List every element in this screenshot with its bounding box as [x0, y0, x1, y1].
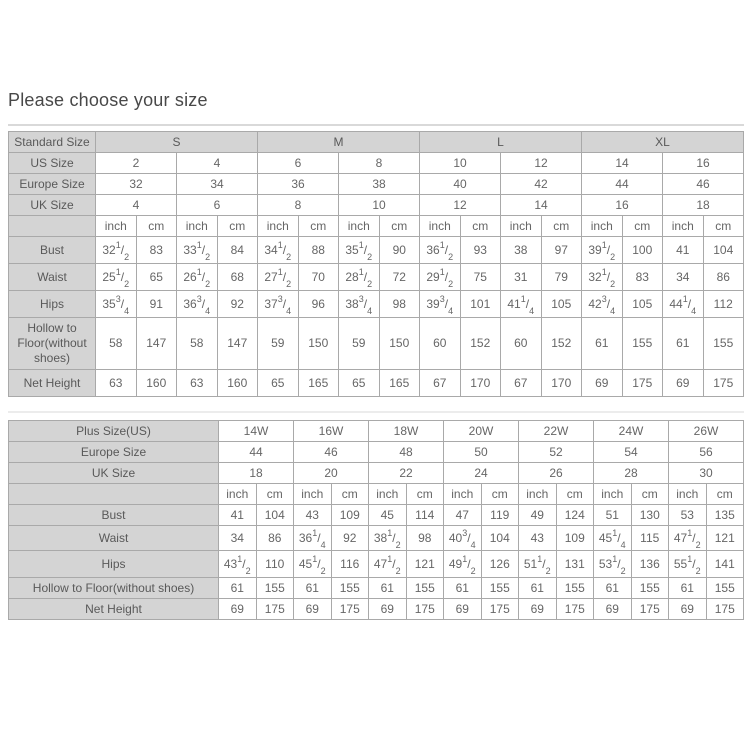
page-title: Please choose your size: [8, 90, 208, 110]
unit-header-cell: cm: [217, 216, 258, 237]
measure-value-cell: 69: [369, 599, 407, 620]
measure-value-cell: 69: [444, 599, 482, 620]
measure-value-cell: 175: [331, 599, 369, 620]
measure-value-cell: 58: [96, 318, 137, 370]
measure-value-cell: 109: [556, 526, 594, 551]
row-label-cell: Hips: [9, 291, 96, 318]
measure-value-cell: 65: [258, 370, 299, 397]
measure-value-cell: 65: [339, 370, 380, 397]
size-value-cell: 48: [369, 442, 444, 463]
unit-header-cell: inch: [369, 484, 407, 505]
measure-value-cell: $36^3/_4$: [177, 291, 218, 318]
measure-value-cell: $32^1/_2$: [96, 237, 137, 264]
measure-value-cell: 114: [406, 505, 444, 526]
measure-value-cell: 155: [556, 578, 594, 599]
row-label-cell: US Size: [9, 153, 96, 174]
unit-header-cell: cm: [298, 216, 339, 237]
row-label-cell: UK Size: [9, 195, 96, 216]
measure-value-cell: 104: [703, 237, 744, 264]
measure-value-cell: 38: [501, 237, 542, 264]
measure-value-cell: 175: [631, 599, 669, 620]
measure-value-cell: 72: [379, 264, 420, 291]
measure-value-cell: 31: [501, 264, 542, 291]
row-label-cell: [9, 216, 96, 237]
measure-value-cell: 84: [217, 237, 258, 264]
table-separator: [8, 411, 744, 413]
measure-value-cell: $36^1/_4$: [294, 526, 332, 551]
measure-value-cell: $47^1/_2$: [369, 551, 407, 578]
row-label-cell: Hollow to Floor(without shoes): [9, 578, 219, 599]
size-value-cell: 40: [420, 174, 501, 195]
row-label-cell: Bust: [9, 505, 219, 526]
measure-value-cell: 147: [136, 318, 177, 370]
row-label-cell: Net Height: [9, 370, 96, 397]
measure-value-cell: 61: [444, 578, 482, 599]
measure-value-cell: $28^1/_2$: [339, 264, 380, 291]
measure-value-cell: 165: [298, 370, 339, 397]
size-value-cell: 34: [177, 174, 258, 195]
unit-header-cell: cm: [136, 216, 177, 237]
size-value-cell: 6: [258, 153, 339, 174]
measure-value-cell: $43^1/_2$: [219, 551, 257, 578]
measure-value-cell: 65: [136, 264, 177, 291]
measure-value-cell: 121: [406, 551, 444, 578]
size-value-cell: 26: [519, 463, 594, 484]
group-header-cell: 14W: [219, 421, 294, 442]
measure-value-cell: 121: [706, 526, 744, 551]
unit-header-cell: inch: [258, 216, 299, 237]
unit-header-cell: cm: [481, 484, 519, 505]
measure-value-cell: 41: [219, 505, 257, 526]
measure-value-cell: $26^1/_2$: [177, 264, 218, 291]
table-row: [9, 578, 744, 599]
measure-value-cell: 170: [460, 370, 501, 397]
measure-value-cell: 34: [663, 264, 704, 291]
group-header-cell: L: [420, 132, 582, 153]
measure-value-cell: 152: [541, 318, 582, 370]
table-row: [9, 505, 744, 526]
size-value-cell: 54: [594, 442, 669, 463]
measure-value-cell: $25^1/_2$: [96, 264, 137, 291]
group-header-cell: 18W: [369, 421, 444, 442]
size-value-cell: 2: [96, 153, 177, 174]
unit-header-cell: cm: [631, 484, 669, 505]
measure-value-cell: 175: [622, 370, 663, 397]
group-header-cell: 24W: [594, 421, 669, 442]
measure-value-cell: 155: [256, 578, 294, 599]
table-row: [9, 174, 744, 195]
table-row: [9, 216, 744, 237]
measure-value-cell: 43: [294, 505, 332, 526]
measure-value-cell: 88: [298, 237, 339, 264]
measure-value-cell: 60: [420, 318, 461, 370]
unit-header-cell: cm: [406, 484, 444, 505]
table-row: [9, 291, 744, 318]
unit-header-cell: inch: [420, 216, 461, 237]
measure-value-cell: 67: [420, 370, 461, 397]
measure-value-cell: 61: [519, 578, 557, 599]
measure-value-cell: $41^1/_4$: [501, 291, 542, 318]
row-label-cell: Europe Size: [9, 174, 96, 195]
measure-value-cell: 61: [663, 318, 704, 370]
group-header-cell: M: [258, 132, 420, 153]
measure-value-cell: 68: [217, 264, 258, 291]
measure-value-cell: $33^1/_2$: [177, 237, 218, 264]
unit-header-cell: inch: [96, 216, 137, 237]
measure-value-cell: 69: [519, 599, 557, 620]
measure-value-cell: 109: [331, 505, 369, 526]
unit-header-cell: cm: [541, 216, 582, 237]
table-row: [9, 463, 744, 484]
size-value-cell: 10: [420, 153, 501, 174]
measure-value-cell: 61: [594, 578, 632, 599]
size-value-cell: 36: [258, 174, 339, 195]
measure-value-cell: 49: [519, 505, 557, 526]
measure-value-cell: $42^3/_4$: [582, 291, 623, 318]
size-value-cell: 4: [177, 153, 258, 174]
table-row: [9, 237, 744, 264]
size-value-cell: 22: [369, 463, 444, 484]
measure-value-cell: 105: [541, 291, 582, 318]
row-label-cell: Hips: [9, 551, 219, 578]
measure-value-cell: $44^1/_4$: [663, 291, 704, 318]
size-value-cell: 32: [96, 174, 177, 195]
unit-header-cell: cm: [622, 216, 663, 237]
measure-value-cell: 170: [541, 370, 582, 397]
measure-value-cell: 104: [481, 526, 519, 551]
measure-value-cell: 100: [622, 237, 663, 264]
unit-header-cell: inch: [663, 216, 704, 237]
title-divider: [8, 124, 744, 126]
measure-value-cell: 61: [582, 318, 623, 370]
unit-header-cell: inch: [582, 216, 623, 237]
measure-value-cell: 155: [631, 578, 669, 599]
unit-header-cell: inch: [669, 484, 707, 505]
measure-value-cell: $51^1/_2$: [519, 551, 557, 578]
unit-header-cell: cm: [706, 484, 744, 505]
size-value-cell: 24: [444, 463, 519, 484]
measure-value-cell: 165: [379, 370, 420, 397]
measure-value-cell: 141: [706, 551, 744, 578]
size-value-cell: 18: [219, 463, 294, 484]
measure-value-cell: $35^3/_4$: [96, 291, 137, 318]
measure-value-cell: 34: [219, 526, 257, 551]
measure-value-cell: $38^1/_2$: [369, 526, 407, 551]
unit-header-cell: inch: [219, 484, 257, 505]
measure-value-cell: 155: [406, 578, 444, 599]
measure-value-cell: 160: [217, 370, 258, 397]
measure-value-cell: 105: [622, 291, 663, 318]
size-value-cell: 28: [594, 463, 669, 484]
measure-value-cell: $55^1/_2$: [669, 551, 707, 578]
measure-value-cell: 51: [594, 505, 632, 526]
unit-header-cell: inch: [444, 484, 482, 505]
group-header-cell: S: [96, 132, 258, 153]
measure-value-cell: 45: [369, 505, 407, 526]
measure-value-cell: 83: [622, 264, 663, 291]
table-row: [9, 551, 744, 578]
measure-value-cell: 67: [501, 370, 542, 397]
measure-value-cell: $38^3/_4$: [339, 291, 380, 318]
size-value-cell: 46: [663, 174, 744, 195]
measure-value-cell: 61: [369, 578, 407, 599]
size-value-cell: 56: [669, 442, 744, 463]
measure-value-cell: 53: [669, 505, 707, 526]
measure-value-cell: 69: [582, 370, 623, 397]
measure-value-cell: 61: [294, 578, 332, 599]
group-header-cell: 20W: [444, 421, 519, 442]
table-row: [9, 132, 744, 153]
corner-cell: Standard Size: [9, 132, 96, 153]
size-value-cell: 10: [339, 195, 420, 216]
table-row: [9, 442, 744, 463]
measure-value-cell: 175: [256, 599, 294, 620]
measure-value-cell: $39^1/_2$: [582, 237, 623, 264]
size-value-cell: 46: [294, 442, 369, 463]
measure-value-cell: $29^1/_2$: [420, 264, 461, 291]
table-row: [9, 195, 744, 216]
measure-value-cell: 90: [379, 237, 420, 264]
table-row: [9, 599, 744, 620]
size-value-cell: 44: [582, 174, 663, 195]
unit-header-cell: cm: [703, 216, 744, 237]
measure-value-cell: $27^1/_2$: [258, 264, 299, 291]
measure-value-cell: 155: [622, 318, 663, 370]
measure-value-cell: 150: [298, 318, 339, 370]
unit-header-cell: cm: [379, 216, 420, 237]
measure-value-cell: $32^1/_2$: [582, 264, 623, 291]
size-value-cell: 52: [519, 442, 594, 463]
plus-size-table: [8, 420, 744, 620]
size-value-cell: 16: [663, 153, 744, 174]
row-label-cell: Bust: [9, 237, 96, 264]
measure-value-cell: 150: [379, 318, 420, 370]
measure-value-cell: 131: [556, 551, 594, 578]
corner-cell: Plus Size(US): [9, 421, 219, 442]
size-value-cell: 18: [663, 195, 744, 216]
measure-value-cell: 92: [217, 291, 258, 318]
measure-value-cell: 104: [256, 505, 294, 526]
unit-header-cell: cm: [460, 216, 501, 237]
measure-value-cell: $39^3/_4$: [420, 291, 461, 318]
measure-value-cell: 115: [631, 526, 669, 551]
table-row: [9, 421, 744, 442]
measure-value-cell: 70: [298, 264, 339, 291]
measure-value-cell: 160: [136, 370, 177, 397]
measure-value-cell: 69: [219, 599, 257, 620]
measure-value-cell: 155: [331, 578, 369, 599]
measure-value-cell: $34^1/_2$: [258, 237, 299, 264]
size-value-cell: 8: [258, 195, 339, 216]
measure-value-cell: 119: [481, 505, 519, 526]
measure-value-cell: 110: [256, 551, 294, 578]
size-value-cell: 12: [420, 195, 501, 216]
table-row: [9, 264, 744, 291]
measure-value-cell: 59: [258, 318, 299, 370]
measure-value-cell: 126: [481, 551, 519, 578]
measure-value-cell: 98: [406, 526, 444, 551]
size-value-cell: 12: [501, 153, 582, 174]
measure-value-cell: 69: [294, 599, 332, 620]
measure-value-cell: 152: [460, 318, 501, 370]
table-row: [9, 153, 744, 174]
row-label-cell: Net Height: [9, 599, 219, 620]
measure-value-cell: 175: [481, 599, 519, 620]
table-row: [9, 526, 744, 551]
measure-value-cell: $37^3/_4$: [258, 291, 299, 318]
size-value-cell: 16: [582, 195, 663, 216]
measure-value-cell: 135: [706, 505, 744, 526]
group-header-cell: 26W: [669, 421, 744, 442]
measure-value-cell: 96: [298, 291, 339, 318]
measure-value-cell: 63: [96, 370, 137, 397]
measure-value-cell: 91: [136, 291, 177, 318]
measure-value-cell: 112: [703, 291, 744, 318]
measure-value-cell: $53^1/_2$: [594, 551, 632, 578]
measure-value-cell: $40^3/_4$: [444, 526, 482, 551]
table-row: [9, 318, 744, 370]
measure-value-cell: 86: [256, 526, 294, 551]
table-row: [9, 370, 744, 397]
measure-value-cell: 41: [663, 237, 704, 264]
measure-value-cell: 155: [703, 318, 744, 370]
measure-value-cell: 69: [669, 599, 707, 620]
unit-header-cell: cm: [556, 484, 594, 505]
size-value-cell: 38: [339, 174, 420, 195]
measure-value-cell: 97: [541, 237, 582, 264]
size-value-cell: 14: [501, 195, 582, 216]
size-value-cell: 44: [219, 442, 294, 463]
measure-value-cell: 58: [177, 318, 218, 370]
unit-header-cell: inch: [294, 484, 332, 505]
measure-value-cell: 61: [669, 578, 707, 599]
measure-value-cell: 175: [406, 599, 444, 620]
group-header-cell: XL: [582, 132, 744, 153]
table-row: [9, 484, 744, 505]
size-value-cell: 4: [96, 195, 177, 216]
measure-value-cell: 69: [663, 370, 704, 397]
measure-value-cell: 63: [177, 370, 218, 397]
measure-value-cell: 175: [556, 599, 594, 620]
unit-header-cell: inch: [177, 216, 218, 237]
measure-value-cell: $45^1/_2$: [294, 551, 332, 578]
measure-value-cell: 98: [379, 291, 420, 318]
row-label-cell: Europe Size: [9, 442, 219, 463]
size-value-cell: 8: [339, 153, 420, 174]
measure-value-cell: 47: [444, 505, 482, 526]
measure-value-cell: 93: [460, 237, 501, 264]
unit-header-cell: cm: [331, 484, 369, 505]
measure-value-cell: 61: [219, 578, 257, 599]
unit-header-cell: inch: [519, 484, 557, 505]
measure-value-cell: 175: [703, 370, 744, 397]
size-value-cell: 42: [501, 174, 582, 195]
standard-size-table: [8, 131, 744, 397]
measure-value-cell: 155: [706, 578, 744, 599]
size-value-cell: 14: [582, 153, 663, 174]
measure-value-cell: 155: [481, 578, 519, 599]
measure-value-cell: 147: [217, 318, 258, 370]
measure-value-cell: $45^1/_4$: [594, 526, 632, 551]
unit-header-cell: inch: [594, 484, 632, 505]
group-header-cell: 16W: [294, 421, 369, 442]
measure-value-cell: 124: [556, 505, 594, 526]
size-value-cell: 6: [177, 195, 258, 216]
measure-value-cell: 83: [136, 237, 177, 264]
measure-value-cell: $47^1/_2$: [669, 526, 707, 551]
size-value-cell: 30: [669, 463, 744, 484]
measure-value-cell: $49^1/_2$: [444, 551, 482, 578]
row-label-cell: Waist: [9, 526, 219, 551]
measure-value-cell: 86: [703, 264, 744, 291]
measure-value-cell: $36^1/_2$: [420, 237, 461, 264]
row-label-cell: Hollow to Floor(without shoes): [9, 318, 96, 370]
measure-value-cell: 75: [460, 264, 501, 291]
unit-header-cell: inch: [501, 216, 542, 237]
measure-value-cell: 69: [594, 599, 632, 620]
measure-value-cell: 43: [519, 526, 557, 551]
measure-value-cell: 92: [331, 526, 369, 551]
measure-value-cell: 175: [706, 599, 744, 620]
measure-value-cell: $35^1/_2$: [339, 237, 380, 264]
measure-value-cell: 60: [501, 318, 542, 370]
group-header-cell: 22W: [519, 421, 594, 442]
measure-value-cell: 130: [631, 505, 669, 526]
unit-header-cell: inch: [339, 216, 380, 237]
size-value-cell: 20: [294, 463, 369, 484]
measure-value-cell: 116: [331, 551, 369, 578]
measure-value-cell: 79: [541, 264, 582, 291]
measure-value-cell: 59: [339, 318, 380, 370]
measure-value-cell: 101: [460, 291, 501, 318]
unit-header-cell: cm: [256, 484, 294, 505]
row-label-cell: Waist: [9, 264, 96, 291]
measure-value-cell: 136: [631, 551, 669, 578]
row-label-cell: UK Size: [9, 463, 219, 484]
row-label-cell: [9, 484, 219, 505]
size-value-cell: 50: [444, 442, 519, 463]
